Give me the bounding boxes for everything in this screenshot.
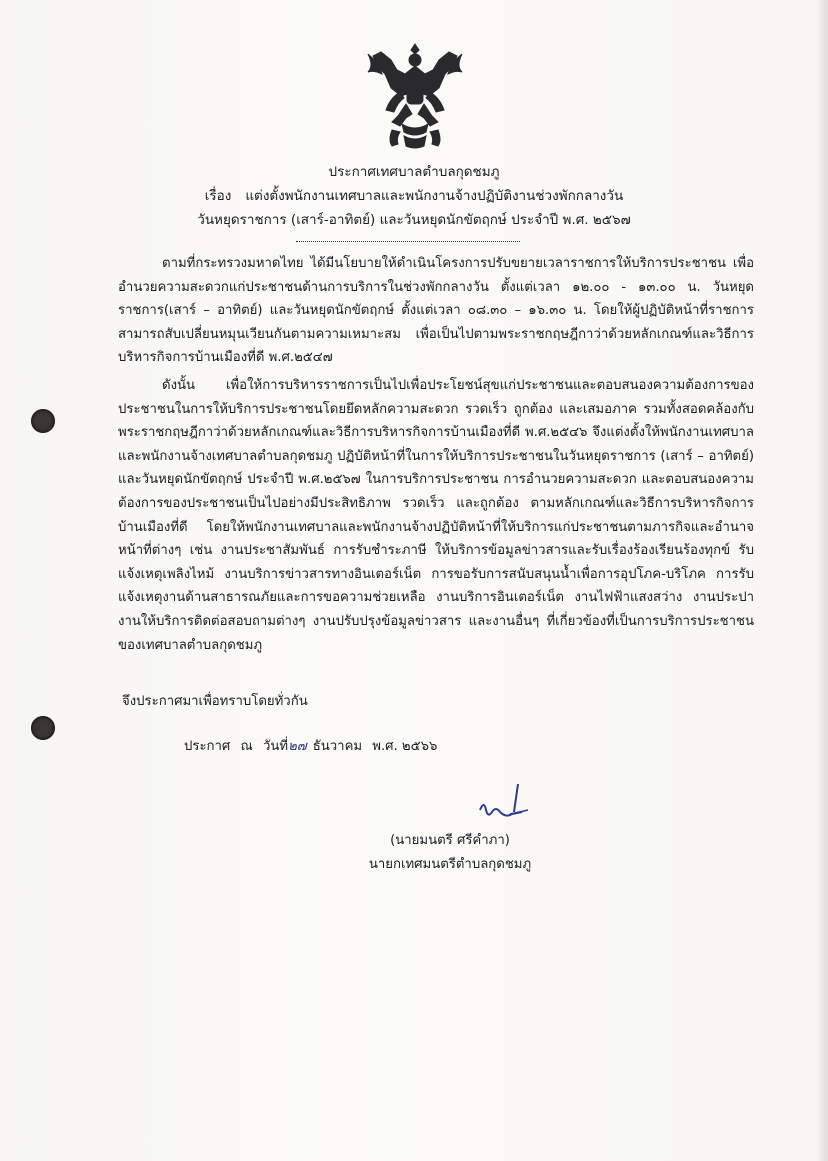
date-at: ณ — [240, 739, 253, 754]
date-day-handwritten: ๒๗ — [288, 739, 307, 754]
punch-hole-top — [31, 409, 55, 433]
announcement-title: ประกาศเทศบาลตำบลกุดชมภู — [328, 164, 500, 180]
body-paragraph-2 — [118, 374, 754, 657]
paragraph-1-text: ตามที่กระทรวงมหาดไทย ได้มีนโยบายให้ดำเนินโครงการปรับขยายเวลาราชการให้บริการประชาชน เพื่ออำนวยความสะดวกแก่ประชาชนด้านการบริการในช่วงพักกลางวัน ตั้งแต่เวลา ๑๒.๐๐ - ๑๓.๐๐ น. วันหยุดราชการ(เสาร์ – อาทิตย์) และวันหยุดนักขัตฤกษ์ ตั้งแต่เวลา ๐๘.๓๐ – ๑๖.๓๐ น. โดยให้ผู้ปฏิบัติหน้าที่ราชการสามารถสับเปลี่ยนหมุนเวียนกันตามความเหมาะสม เพื่อเป็นไปตามพระราชกฤษฎีกาว่าด้วยหลักเกณฑ์และวิธีการบริหารกิจการบ้านเมืองที่ดี พ.ศ.๒๕๔๗ — [118, 256, 754, 366]
paragraph-2-text: ดังนั้น เพื่อให้การบริหารราชการเป็นไปเพื่อประโยชน์สุขแก่ประชาชนและตอบสนองความต้องการของประชาชนในการให้บริการประชาชนโดยยึดหลักความสะดวก รวดเร็ว ถูกต้อง และเสมอภาค รวมทั้งสอดคล้องกับพระราชกฤษฎีกาว่าด้วยหลักเกณฑ์และวิธีการบริหารกิจการบ้านเมืองที่ดี พ.ศ.๒๕๔๖ จึงแต่งตั้งให้พนักงานเทศบาลและพนักงานจ้างเทศบาลตำบลกุดชมภู ปฏิบัติหน้าที่ในการให้บริการประชาชนในวันหยุดราชการ (เสาร์ – อาทิตย์) และวันหยุดนักขัตฤกษ์ ประจำปี พ.ศ.๒๕๖๗ ในการบริการประชาชน การอำนวยความสะดวก และตอบสนองความต้องการของประชาชนเป็นไปอย่างมีประสิทธิภาพ รวดเร็ว และถูกต้อง ตามหลักเกณฑ์และวิธีการบริหารกิจการบ้านเมืองที่ดี โดยให้พนักงานเทศบาลและพนักงานจ้างปฏิบัติหน้าที่ให้บริการแก่ประชาชนตามภารกิจและอำนาจหน้าที่ต่างๆ เช่น งานประชาสัมพันธ์ การรับชำระภาษี ให้บริการข้อมูลข่าวสารและรับเรื่องร้องเรียนร้องทุกข์ รับแจ้งเหตุเพลิงไหม้ งานบริการข่าวสารทางอินเตอร์เน็ต การขอรับการสนับสนุนน้ำเพื่อการอุปโภค-บริโภค การรับแจ้งเหตุงานด้านสาธารณภัยและการขอความช่วยเหลือ งานบริการอินเตอร์เน็ต งานไฟฟ้าแสงสว่าง งานประปา งานให้บริการติดต่อสอบถามต่างๆ งานปรับปรุงข้อมูลข่าวสาร และงานอื่นๆ ที่เกี่ยวข้องที่เป็นการบริการประชาชนของเทศบาลตำบลกุดชมภู — [118, 378, 754, 653]
subject-label: เรื่อง — [204, 188, 232, 204]
date-year: พ.ศ. ๒๕๖๖ — [372, 739, 438, 754]
announcement-date — [184, 735, 443, 756]
closing-statement: จึงประกาศมาเพื่อทราบโดยทั่วกัน — [122, 694, 308, 709]
body-paragraph-1 — [118, 252, 754, 370]
subject-line — [0, 184, 828, 206]
signer-position: นายกเทศมนตรีตำบลกุดชมภู — [368, 857, 532, 872]
punch-hole-bottom — [31, 716, 55, 740]
garuda-emblem — [362, 34, 468, 152]
signer-name: (นายมนตรี ศรีคำภา) — [390, 833, 510, 848]
subject-line-2: วันหยุดราชการ (เสาร์-อาทิตย์) และวันหยุดนักขัตฤกษ์ ประจำปี พ.ศ. ๒๕๖๗ — [197, 212, 631, 228]
subject-text: แต่งตั้งพนักงานเทศบาลและพนักงานจ้างปฏิบัติงานช่วงพักกลางวัน — [245, 188, 624, 204]
handwritten-signature — [474, 780, 534, 824]
date-month: ธันวาคม — [312, 739, 363, 754]
date-prefix: ประกาศ — [184, 739, 231, 754]
date-day-label: วันที่ — [262, 739, 289, 754]
dotted-divider — [296, 241, 520, 242]
